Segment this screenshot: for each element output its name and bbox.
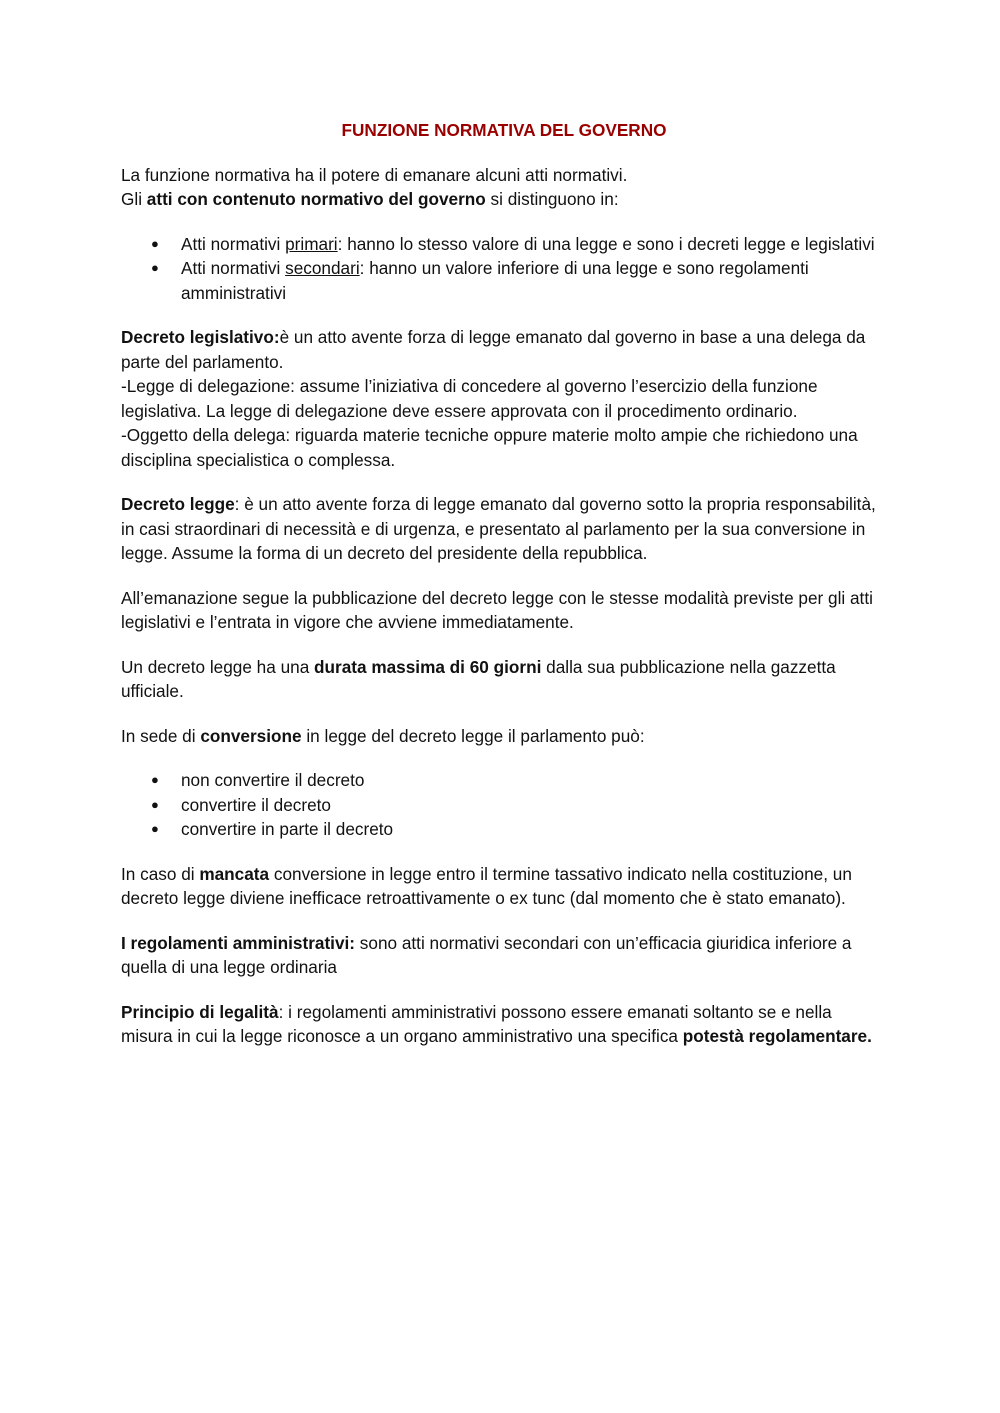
durata-post: dalla sua pubblicazione nella gazzetta ufficiale. (121, 656, 836, 701)
durata-paragraph (121, 655, 881, 704)
regolamenti-paragraph (121, 931, 881, 980)
list-item-post: : hanno un valore inferiore di una legge e sono regolamenti amministrativi (181, 258, 809, 303)
legalita-text-line (121, 1000, 881, 1049)
durata-bold: durata massima di 60 giorni (314, 656, 542, 677)
intro-line-2 (121, 187, 881, 212)
conversione-post: in legge del decreto legge il parlamento può: (301, 725, 645, 746)
mancata-bold: mancata (199, 863, 270, 884)
conversione-bold: conversione (200, 725, 302, 746)
intro-line-2-pre: Gli (121, 189, 147, 209)
list-item-underlined: primari (285, 233, 338, 254)
intro-paragraph (121, 163, 881, 212)
conversione-paragraph (121, 724, 881, 749)
decreto-legge-text-line (121, 492, 881, 566)
regolamenti-text-line (121, 931, 881, 980)
atti-list (121, 232, 881, 306)
legalita-paragraph (121, 1000, 881, 1049)
emanazione-paragraph (121, 586, 881, 635)
intro-line-2-bold: atti con contenuto normativo del governo (146, 189, 486, 209)
list-item (121, 256, 881, 305)
conversione-pre: In sede di (121, 725, 201, 746)
list-item-underlined: secondari (285, 258, 360, 278)
regolamenti-text: sono atti normativi secondari con un’efficacia giuridica inferiore a quella di una legge ordinaria (121, 932, 852, 977)
decreto-legislativo-line-1 (121, 325, 881, 374)
list-item: ● convertire in parte il decreto (121, 817, 881, 842)
list-item-post: : hanno lo stesso valore di una legge e sono i decreti legge e legislativi (337, 233, 875, 254)
list-item-pre: Atti normativi (181, 258, 286, 278)
decreto-legislativo-paragraph (121, 325, 881, 472)
legalita-bold-end: potestà regolamentare. (682, 1026, 872, 1046)
list-item-pre: Atti normativi (181, 233, 286, 254)
decreto-legge-heading: Decreto legge (121, 494, 235, 514)
legalita-text: : i regolamenti amministrativi possono essere emanati soltanto se e nella misura in cui la legge riconosce a un organo amministrativo una specifica (121, 1001, 832, 1046)
document-page (121, 118, 881, 1069)
list-item: ● convertire il decreto (121, 793, 881, 818)
decreto-legge-text: : è un atto avente forza di legge emanato dal governo sotto la propria responsabilità, in casi straordinari di necessità e di urgenza, e presentato al parlamento per la sua conversione in legge. Assume la forma di un decreto del presidente della repubblica. (121, 494, 876, 563)
intro-line-1: La funzione normativa ha il potere di emanare alcuni atti normativi. (121, 164, 628, 185)
list-item: ● non convertire il decreto (121, 768, 881, 793)
intro-line-2-post: si distinguono in: (485, 189, 619, 209)
conversione-list (121, 768, 881, 842)
decreto-legislativo-text: è un atto avente forza di legge emanato dal governo in base a una delega da parte del parlamento. (121, 327, 866, 372)
list-item (121, 232, 881, 257)
legalita-heading: Principio di legalità (121, 1001, 279, 1022)
regolamenti-heading: I regolamenti amministrativi: (121, 932, 356, 953)
conversione-text-line (121, 724, 881, 749)
mancata-text-line (121, 862, 881, 911)
decreto-legislativo-heading: Decreto legislativo: (121, 327, 280, 347)
emanazione-text: All’emanazione segue la pubblicazione del decreto legge con le stesse modalità previste per gli atti legislativi e l’entrata in vigore che avviene immediatamente. (121, 587, 873, 632)
decreto-legge-paragraph (121, 492, 881, 566)
mancata-pre: In caso di (121, 863, 200, 884)
durata-pre: Un decreto legge ha una (121, 656, 315, 677)
mancata-post: conversione in legge entro il termine tassativo indicato nella costituzione, un decreto legge diviene inefficace retroattivamente o ex tunc (dal momento che è stato emanato). (121, 863, 852, 908)
mancata-paragraph (121, 862, 881, 911)
durata-text-line (121, 655, 881, 704)
decreto-legislativo-line-3: -Oggetto della delega: riguarda materie tecniche oppure materie molto ampie che richiedono una disciplina specialistica o complessa. (121, 425, 858, 470)
document-title: FUNZIONE NORMATIVA DEL GOVERNO (341, 120, 667, 140)
decreto-legislativo-line-2: -Legge di delegazione: assume l’iniziativa di concedere al governo l’esercizio della funzione legislativa. La legge di delegazione deve essere approvata con il procedimento ordinario. (121, 376, 818, 421)
